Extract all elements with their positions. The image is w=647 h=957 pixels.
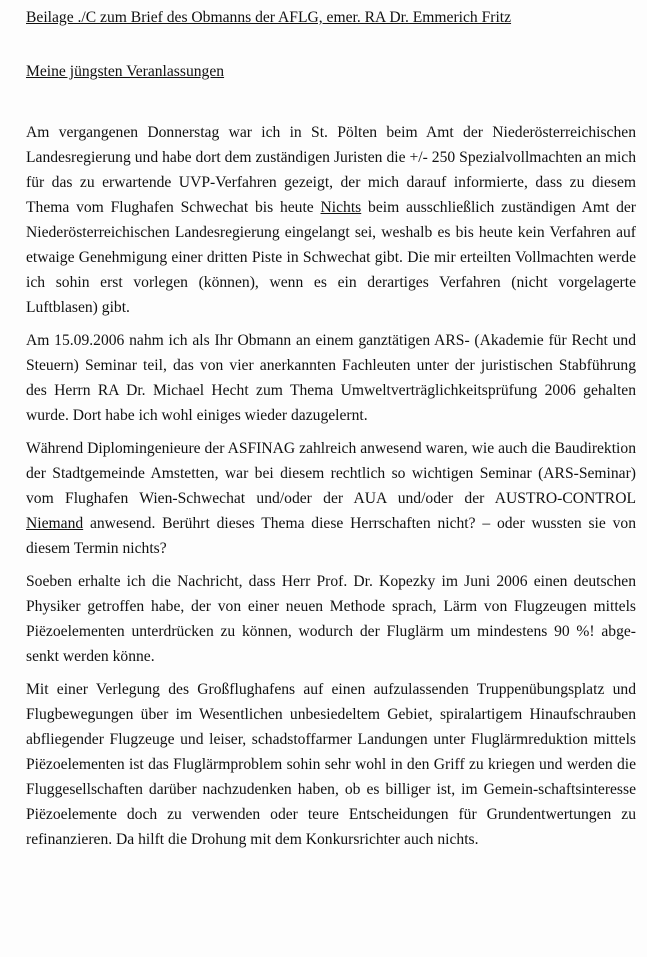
paragraph-attendance xyxy=(26,436,636,561)
paragraph-piezo-news xyxy=(26,569,636,669)
paragraph-text: beim ausschließlich zuständigen Amt der Niederösterreichischen Landesregierung eingelangt sei, weshalb es bis heute kein Verfahren auf etwaige Genehmigung einer dritten Piste in Schwechat gibt. Die mir erteilten Vollmachten werde ich sohin erst vorlegen (können), wenn es ein derartiges Verfahren (nicht vorgelagerte Luftblasen) gibt. xyxy=(26,199,636,316)
emphasis-niemand: Niemand xyxy=(26,515,84,532)
section-title: Meine jüngsten Veranlassungen xyxy=(26,63,225,80)
document-body xyxy=(26,120,636,859)
paragraph-text: Während Diplomingenieure der ASFINAG zahlreich anwesend waren, wie auch die Baudirektion der Stadtgemeinde Amstetten, war bei diesem rechtlich so wichtigen Seminar (ARS-Seminar) vom Flughafen Wien-Schwechat und/oder der AUA und/oder der AUSTRO-CONTROL xyxy=(26,440,636,507)
paragraph-text: Am vergangenen Donnerstag war ich in St. Pölten beim Amt der Niederösterreichischen Landesregierung und habe dort dem zuständigen Juristen die +/- 250 Spezialvollmachten an mich für das zu erwartende UVP-Verfahren gezeigt, der mich darauf informierte, dass zu diesem Thema vom Flughafen Schwechat bis heute xyxy=(26,124,636,216)
paragraph-airport-relocation xyxy=(26,677,636,852)
paragraph-text: Soeben erhalte ich die Nachricht, dass Herr Prof. Dr. Kopezky im Juni 2006 einen deutschen Physiker getroffen habe, der von einer neuen Methode sprach, Lärm von Flugzeugen mittels Piëzoelementen unterdrücken zu können, wodurch der Fluglärm um mindestens 90 %! abge-senkt werden könne. xyxy=(26,573,636,665)
paragraph-ars-seminar xyxy=(26,328,636,428)
emphasis-nichts: Nichts xyxy=(320,199,362,216)
paragraph-text: anwesend. Berührt dieses Thema diese Herrschaften nicht? – oder wussten sie von diesem Termin nichts? xyxy=(26,515,636,557)
document-header: Beilage ./C zum Brief des Obmanns der AFLG, emer. RA Dr. Emmerich Fritz xyxy=(26,9,512,26)
paragraph-text: Am 15.09.2006 nahm ich als Ihr Obmann an einem ganztätigen ARS- (Akademie für Recht und Steuern) Seminar teil, das von vier anerkannten Fachleuten unter der juristischen Stabführung des Herrn RA Dr. Michael Hecht zum Thema Umweltverträglichkeitsprüfung 2006 gehalten wurde. Dort habe ich wohl einiges wieder dazugelernt. xyxy=(26,332,636,424)
paragraph-uvp-verfahren xyxy=(26,120,636,320)
paragraph-text: Mit einer Verlegung des Großflughafens auf einen aufzulassenden Truppenübungsplatz und Flugbewegungen über im Wesentlichen unbesiedeltem Gebiet, spiralartigem Hinaufschrauben abfliegender Flugzeuge und leiser, schadstoffarmer Landungen unter Fluglärmreduktion mittels Piëzoelementen ist das Fluglärmproblem sohin sehr wohl in den Griff zu kriegen und werden die Fluggesellschaften darüber nachzudenken haben, ob es billiger ist, im Gemein-schaftsinteresse Piëzoelemente doch zu verwenden oder teure Entscheidungen für Grundentwertungen zu refinanzieren. Da hilft die Drohung mit dem Konkursrichter auch nichts. xyxy=(26,681,636,848)
